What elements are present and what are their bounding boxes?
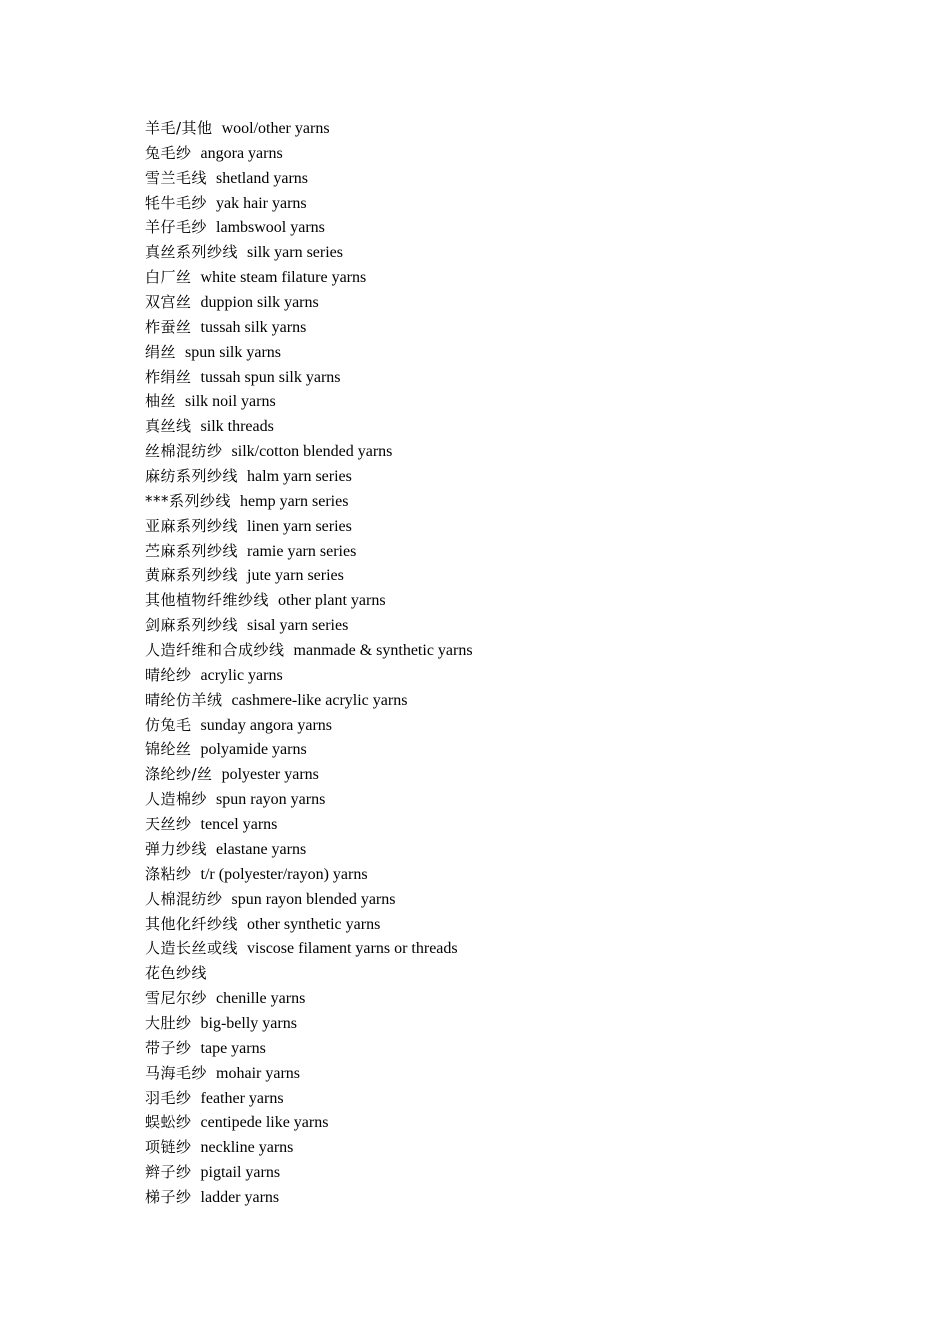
term-entry: [145, 613, 473, 638]
term-entry: [145, 290, 473, 315]
english-term: sunday angora yarns: [200, 716, 333, 734]
english-term: spun silk yarns: [185, 343, 282, 361]
english-term: neckline yarns: [200, 1139, 294, 1157]
english-term: silk yarn series: [247, 244, 343, 262]
chinese-term: 其他化纤纱线: [145, 914, 239, 933]
chinese-term: 弹力纱线: [145, 839, 208, 858]
term-entry: [145, 787, 473, 812]
term-entry: [145, 1011, 473, 1036]
term-entry: [145, 166, 473, 191]
english-term: manmade & synthetic yarns: [293, 642, 473, 660]
chinese-term: 梯子纱: [145, 1187, 192, 1206]
term-entry: [145, 1086, 473, 1111]
term-entry: [145, 638, 473, 663]
term-entry: [145, 812, 473, 837]
chinese-term: 真丝系列纱线: [145, 243, 239, 262]
term-entry: [145, 1185, 473, 1210]
term-entry: [145, 414, 473, 439]
chinese-term: 兔毛纱: [145, 143, 192, 162]
english-term: white steam filature yarns: [200, 269, 367, 287]
term-entry: [145, 514, 473, 539]
chinese-term: 马海毛纱: [145, 1063, 208, 1082]
english-term: elastane yarns: [216, 840, 307, 858]
term-entry: [145, 762, 473, 787]
english-term: wool/other yarns: [221, 120, 330, 137]
term-entry: [145, 912, 473, 937]
chinese-term: 仿兔毛: [145, 715, 192, 734]
term-entry: [145, 688, 473, 713]
chinese-term: 绢丝: [145, 342, 177, 361]
chinese-term: 其他植物纤维纱线: [145, 591, 270, 610]
english-term: halm yarn series: [247, 468, 352, 486]
term-entry: [145, 961, 473, 986]
term-entry: [145, 887, 473, 912]
chinese-term: 羊仔毛纱: [145, 218, 208, 237]
english-term: silk noil yarns: [185, 393, 276, 411]
english-term: t/r (polyester/rayon) yarns: [200, 865, 368, 883]
chinese-term: 柚丝: [145, 392, 177, 411]
term-entry: [145, 713, 473, 738]
chinese-term: 白厂丝: [145, 268, 192, 287]
chinese-term: 涤粘纱: [145, 864, 192, 883]
term-entry: [145, 539, 473, 564]
term-entry: [145, 240, 473, 265]
term-entry: [145, 439, 473, 464]
term-entry: [145, 936, 473, 961]
chinese-term: 人造棉纱: [145, 790, 208, 809]
term-entry: [145, 663, 473, 688]
chinese-term: 麻纺系列纱线: [145, 467, 239, 486]
english-term: jute yarn series: [247, 567, 344, 585]
english-term: sisal yarn series: [247, 617, 349, 635]
english-term: tencel yarns: [200, 816, 278, 834]
english-term: tape yarns: [200, 1039, 266, 1057]
english-term: other synthetic yarns: [247, 915, 381, 933]
english-term: viscose filament yarns or threads: [247, 940, 458, 958]
term-entry: [145, 389, 473, 414]
english-term: pigtail yarns: [200, 1164, 281, 1182]
english-term: centipede like yarns: [200, 1114, 329, 1132]
term-entry: [145, 862, 473, 887]
chinese-term: 丝棉混纺纱: [145, 442, 223, 461]
chinese-term: 天丝纱: [145, 815, 192, 834]
english-term: cashmere-like acrylic yarns: [231, 691, 408, 709]
chinese-term: 锦纶丝: [145, 740, 192, 759]
chinese-term: 雪兰毛线: [145, 168, 208, 187]
term-list: [145, 116, 473, 1210]
chinese-term: 带子纱: [145, 1038, 192, 1057]
english-term: duppion silk yarns: [200, 294, 319, 312]
term-entry: [145, 340, 473, 365]
english-term: tussah silk yarns: [200, 318, 307, 336]
term-entry: [145, 588, 473, 613]
chinese-term: 黄麻系列纱线: [145, 566, 239, 585]
english-term: ladder yarns: [200, 1188, 280, 1206]
english-term: polyamide yarns: [200, 741, 307, 759]
term-entry: [145, 215, 473, 240]
english-term: lambswool yarns: [216, 219, 325, 237]
chinese-term: 人造长丝或线: [145, 939, 239, 958]
english-term: acrylic yarns: [200, 666, 283, 684]
chinese-term: 晴纶仿羊绒: [145, 690, 223, 709]
chinese-term: 大肚纱: [145, 1013, 192, 1032]
term-entry: [145, 1160, 473, 1185]
chinese-term: 羊毛/其他: [145, 119, 213, 137]
term-entry: [145, 1036, 473, 1061]
term-entry: [145, 1110, 473, 1135]
chinese-term: 柞绢丝: [145, 367, 192, 386]
chinese-term: 花色纱线: [145, 964, 208, 983]
chinese-term: 柞蚕丝: [145, 317, 192, 336]
english-term: spun rayon yarns: [216, 791, 326, 809]
english-term: chenille yarns: [216, 990, 306, 1008]
english-term: ramie yarn series: [247, 542, 357, 560]
chinese-term: 项链纱: [145, 1138, 192, 1157]
chinese-term: 人棉混纺纱: [145, 889, 223, 908]
english-term: big-belly yarns: [200, 1014, 297, 1032]
term-entry: [145, 737, 473, 762]
term-entry: [145, 1061, 473, 1086]
chinese-term: 蜈蚣纱: [145, 1113, 192, 1132]
term-entry: [145, 265, 473, 290]
term-entry: [145, 365, 473, 390]
chinese-term: 剑麻系列纱线: [145, 616, 239, 635]
chinese-term: 亚麻系列纱线: [145, 516, 239, 535]
chinese-term: 人造纤维和合成纱线: [145, 641, 285, 660]
chinese-term: 羽毛纱: [145, 1088, 192, 1107]
english-term: linen yarn series: [247, 517, 352, 535]
term-entry: [145, 116, 473, 141]
term-entry: [145, 1135, 473, 1160]
term-entry: [145, 191, 473, 216]
term-entry: [145, 986, 473, 1011]
english-term: shetland yarns: [216, 169, 308, 187]
english-term: yak hair yarns: [216, 194, 307, 212]
english-term: polyester yarns: [221, 766, 319, 784]
chinese-term: 晴纶纱: [145, 665, 192, 684]
english-term: hemp yarn series: [240, 492, 349, 510]
english-term: feather yarns: [200, 1089, 284, 1107]
chinese-term: 双宫丝: [145, 293, 192, 312]
chinese-term: 雪尼尔纱: [145, 989, 208, 1008]
term-entry: [145, 464, 473, 489]
chinese-term: 牦牛毛纱: [145, 193, 208, 212]
chinese-term: 真丝线: [145, 417, 192, 436]
term-entry: [145, 837, 473, 862]
term-entry: [145, 141, 473, 166]
chinese-term: 涤纶纱/丝: [145, 765, 213, 784]
term-entry: [145, 315, 473, 340]
english-term: tussah spun silk yarns: [200, 368, 341, 386]
english-term: other plant yarns: [278, 592, 386, 610]
english-term: angora yarns: [200, 144, 283, 162]
chinese-term: 苎麻系列纱线: [145, 541, 239, 560]
english-term: mohair yarns: [216, 1064, 300, 1082]
english-term: spun rayon blended yarns: [231, 890, 396, 908]
term-entry: [145, 489, 473, 514]
english-term: silk threads: [200, 418, 274, 436]
chinese-term: 辫子纱: [145, 1163, 192, 1182]
english-term: silk/cotton blended yarns: [231, 443, 393, 461]
term-entry: [145, 563, 473, 588]
chinese-term: ***系列纱线: [145, 491, 232, 510]
